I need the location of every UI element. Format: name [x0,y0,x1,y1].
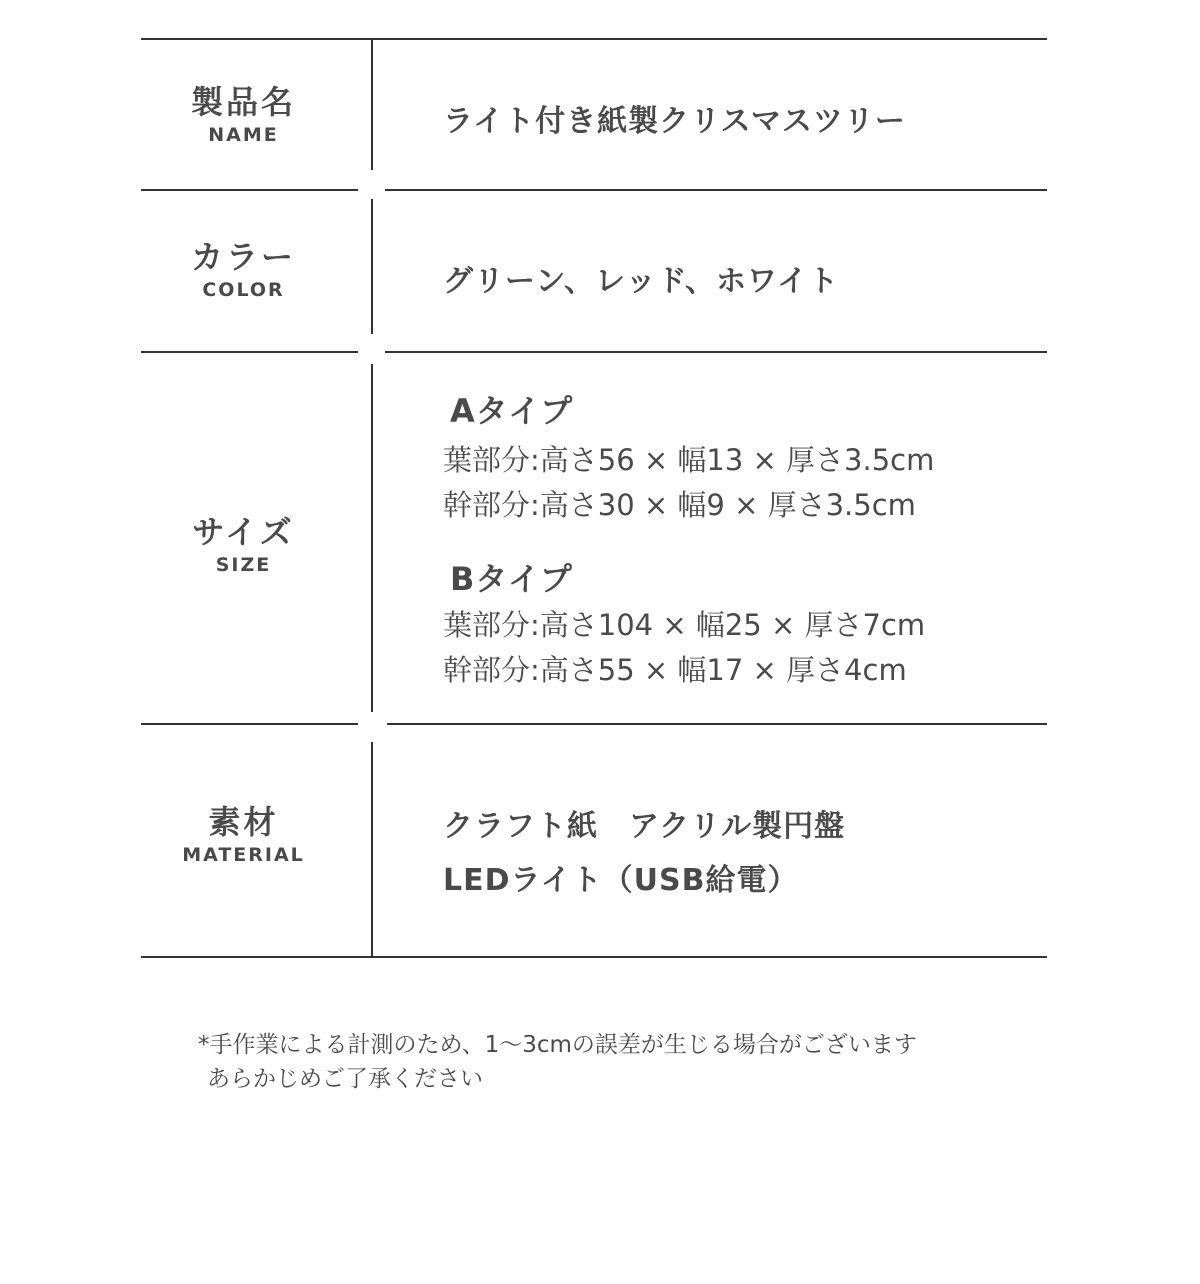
row-divider-color-left [141,351,358,353]
row-divider-name-left [141,189,358,191]
name-label [141,82,346,148]
size-type-b-trunk: 幹部分:高さ55 × 幅17 × 厚さ4cm [443,653,907,687]
size-type-b-leaf: 葉部分:高さ104 × 幅25 × 厚さ7cm [443,608,926,642]
name-label-en: NAME [208,124,279,146]
color-label-jp: カラー [190,238,296,276]
color-value: グリーン、レッド、ホワイト [443,264,840,299]
row-divider-size-left [141,723,358,725]
material-label-en: MATERIAL [182,844,305,866]
color-label [141,237,346,303]
column-divider-material [371,742,373,956]
material-label [141,802,346,868]
material-line-1: クラフト紙 アクリル製円盤 [443,809,846,844]
size-label-jp: サイズ [192,513,295,551]
size-label [141,512,346,578]
color-label-en: COLOR [202,279,285,301]
table-top-rule [141,38,1047,40]
table-bottom-rule [141,956,1047,958]
column-divider-size [371,364,373,712]
measurement-note-line-1: *手作業による計測のため、1〜3cmの誤差が生じる場合がございます [198,1032,917,1058]
column-divider-color [371,199,373,334]
size-type-b-title: Bタイプ [450,560,573,598]
size-type-a-title: Aタイプ [450,392,574,430]
row-divider-color-right [385,351,1047,353]
size-type-a-trunk: 幹部分:高さ30 × 幅9 × 厚さ3.5cm [443,488,916,522]
material-label-jp: 素材 [208,803,279,841]
size-label-en: SIZE [215,554,272,576]
column-divider-name [371,40,373,170]
product-name-value: ライト付き紙製クリスマスツリー [443,104,906,139]
row-divider-name-right [385,189,1047,191]
name-label-jp: 製品名 [190,83,296,121]
row-divider-size-right [387,723,1047,725]
measurement-note-line-2: あらかじめご了承ください [207,1066,483,1092]
material-line-2: LEDライト（USB給電） [443,863,799,898]
size-type-a-leaf: 葉部分:高さ56 × 幅13 × 厚さ3.5cm [443,443,935,477]
